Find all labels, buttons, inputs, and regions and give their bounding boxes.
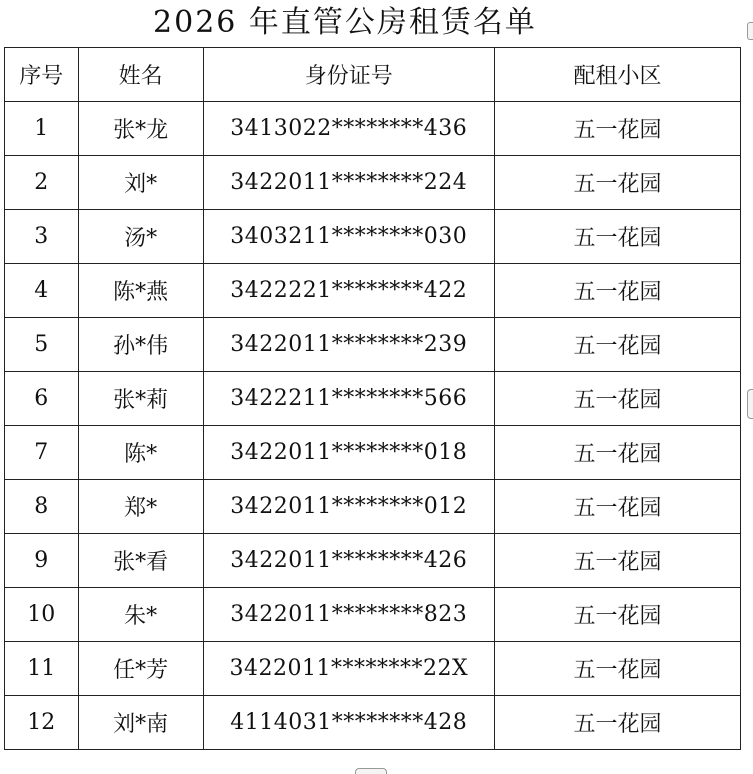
table-row (5, 264, 741, 318)
cell-community: 五一花园 (494, 534, 740, 588)
cell-serial-number: 12 (5, 696, 79, 750)
cell-serial-number: 6 (5, 372, 79, 426)
cell-serial-number: 1 (5, 102, 79, 156)
table-row (5, 426, 741, 480)
cell-community: 五一花园 (494, 426, 740, 480)
cell-community: 五一花园 (494, 156, 740, 210)
cell-serial-number: 2 (5, 156, 79, 210)
table-row (5, 642, 741, 696)
cell-community: 五一花园 (494, 264, 740, 318)
cell-community: 五一花园 (494, 480, 740, 534)
cell-id-number: 3422011********426 (203, 534, 494, 588)
cell-name: 刘* (78, 156, 203, 210)
cell-community: 五一花园 (494, 642, 740, 696)
table-row (5, 318, 741, 372)
cell-name: 陈* (78, 426, 203, 480)
header-id-number: 身份证号 (203, 48, 494, 102)
cell-community: 五一花园 (494, 372, 740, 426)
cell-community: 五一花园 (494, 696, 740, 750)
cell-serial-number: 5 (5, 318, 79, 372)
table-row (5, 480, 741, 534)
table-row (5, 588, 741, 642)
cell-name: 孙*伟 (78, 318, 203, 372)
table-row (5, 210, 741, 264)
table-row (5, 102, 741, 156)
table-row (5, 534, 741, 588)
cell-id-number: 3422011********018 (203, 426, 494, 480)
side-scroll-handle[interactable] (747, 389, 753, 419)
cell-serial-number: 9 (5, 534, 79, 588)
cell-name: 张*龙 (78, 102, 203, 156)
bottom-scroll-handle[interactable] (355, 768, 387, 774)
cell-id-number: 3422011********823 (203, 588, 494, 642)
cell-name: 张*看 (78, 534, 203, 588)
cell-id-number: 3422211********566 (203, 372, 494, 426)
cell-id-number: 3403211********030 (203, 210, 494, 264)
cell-serial-number: 8 (5, 480, 79, 534)
cell-id-number: 3422011********22X (203, 642, 494, 696)
cell-serial-number: 7 (5, 426, 79, 480)
cell-serial-number: 10 (5, 588, 79, 642)
cell-serial-number: 4 (5, 264, 79, 318)
cell-id-number: 4114031********428 (203, 696, 494, 750)
cell-community: 五一花园 (494, 318, 740, 372)
cell-name: 张*莉 (78, 372, 203, 426)
cell-community: 五一花园 (494, 210, 740, 264)
cell-id-number: 3422011********012 (203, 480, 494, 534)
cell-name: 任*芳 (78, 642, 203, 696)
cell-community: 五一花园 (494, 102, 740, 156)
window-edge-handle (747, 22, 753, 40)
table-header (5, 48, 741, 102)
cell-name: 汤* (78, 210, 203, 264)
cell-id-number: 3422011********239 (203, 318, 494, 372)
cell-name: 朱* (78, 588, 203, 642)
table-row (5, 156, 741, 210)
cell-serial-number: 3 (5, 210, 79, 264)
cell-id-number: 3413022********436 (203, 102, 494, 156)
cell-name: 郑* (78, 480, 203, 534)
cell-id-number: 3422221********422 (203, 264, 494, 318)
cell-community: 五一花园 (494, 588, 740, 642)
table-row (5, 372, 741, 426)
header-community: 配租小区 (494, 48, 740, 102)
table-body (5, 102, 741, 750)
table-row (5, 696, 741, 750)
cell-id-number: 3422011********224 (203, 156, 494, 210)
cell-name: 陈*燕 (78, 264, 203, 318)
header-row (5, 48, 741, 102)
document-title: 2026 年直管公房租赁名单 (153, 5, 537, 40)
rental-roster-table (4, 47, 741, 750)
cell-serial-number: 11 (5, 642, 79, 696)
cell-name: 刘*南 (78, 696, 203, 750)
header-name: 姓名 (78, 48, 203, 102)
header-serial-number: 序号 (5, 48, 79, 102)
